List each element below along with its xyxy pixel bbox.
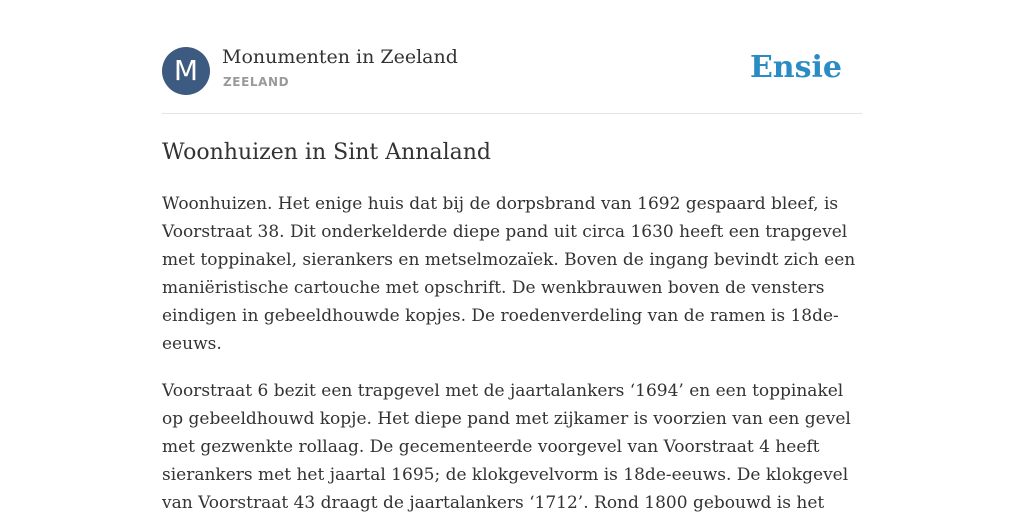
avatar[interactable]: M — [162, 47, 210, 95]
header — [162, 46, 862, 96]
book-title[interactable]: Monumenten in Zeeland — [222, 46, 458, 68]
article-paragraph: Woonhuizen. Het enige huis dat bij de dorpsbrand van 1692 gespaard bleef, is Voorstraat 38. Dit onderkelderde diepe pand uit circa 1630 heeft een trapgevel met toppinakel, sierankers en metselmozaïek. Boven de ingang bevindt zich een maniëristische cartouche met opschrift. De wenkbrauwen boven de vensters eindigen in gebeeldhouwde kopjes. De roedenverdeling van de ramen is 18de-eeuws. — [162, 194, 856, 354]
article-paragraph: Voorstraat 6 bezit een trapgevel met de jaartalankers ‘1694’ en een toppinakel op gebeeldhouwd kopje. Het diepe pand met zijkamer is voorzien van een gevel met gezwenkte rollaag. De gecementeerde voorgevel van Voorstraat 4 heeft sierankers met het jaartal 1695; de klokgevelvorm is 18de-eeuws. De klokgevel van Voorstraat 43 draagt de jaartalankers ‘1712’. Rond 1800 gebouwd is het — [162, 381, 851, 512]
article-title: Woonhuizen in Sint Annaland — [162, 140, 491, 165]
header-divider — [162, 113, 862, 114]
article-body — [162, 190, 862, 512]
book-subtitle[interactable]: ZEELAND — [223, 75, 290, 89]
brand-logo[interactable]: Ensie — [749, 50, 842, 85]
